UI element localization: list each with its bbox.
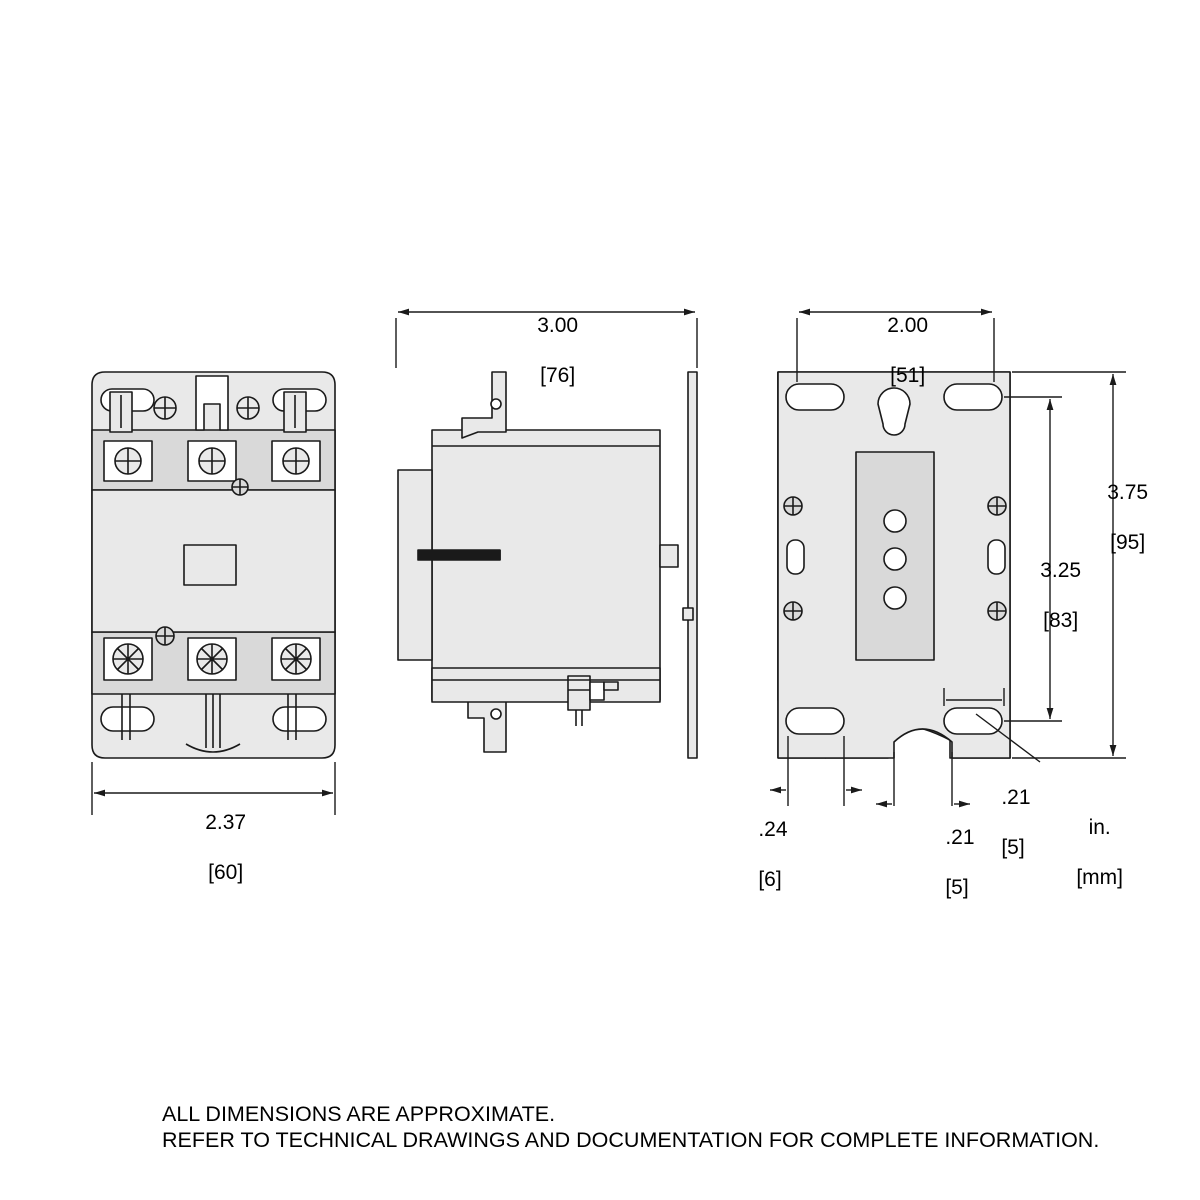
dimension-value-mm: [5] <box>1001 836 1025 859</box>
dimension-value-in: 3.25 <box>1040 559 1082 582</box>
dimension-value-mm: [76] <box>540 364 576 387</box>
dimension-value-mm: [95] <box>1110 531 1146 554</box>
units-legend <box>1046 790 1130 915</box>
dimension-notch-width <box>922 800 984 925</box>
dimension-value-in: .21 <box>1001 786 1031 809</box>
dimension-value-in: 2.00 <box>887 314 929 337</box>
dimension-back-width <box>850 288 942 413</box>
units-inches: in. <box>1088 816 1111 839</box>
side-view <box>398 372 697 758</box>
dimension-value-mm: [60] <box>208 861 244 884</box>
dimension-value-mm: [6] <box>758 868 782 891</box>
dimension-slot-edge-offset <box>978 760 1046 885</box>
dimension-value-mm: [51] <box>890 364 926 387</box>
dimension-value-mm: [5] <box>945 876 969 899</box>
dimension-side-depth <box>500 288 592 413</box>
dimension-value-in: 2.37 <box>205 811 247 834</box>
dimension-value-in: .24 <box>758 818 788 841</box>
dimension-value-in: 3.75 <box>1107 481 1149 504</box>
note-line-2: REFER TO TECHNICAL DRAWINGS AND DOCUMENTATION FOR COMPLETE INFORMATION. <box>162 1128 1100 1152</box>
dimension-front-width <box>168 785 260 910</box>
dimension-value-in: 3.00 <box>537 314 579 337</box>
dimension-mount-hole-pitch <box>1006 533 1092 658</box>
dimension-value-in: .21 <box>945 826 975 849</box>
note-line-1: ALL DIMENSIONS ARE APPROXIMATE. <box>162 1102 556 1126</box>
units-millimeters: [mm] <box>1076 866 1123 889</box>
dimension-value-mm: [83] <box>1043 609 1079 632</box>
front-view <box>92 372 335 758</box>
dimension-slot-width <box>735 792 797 917</box>
